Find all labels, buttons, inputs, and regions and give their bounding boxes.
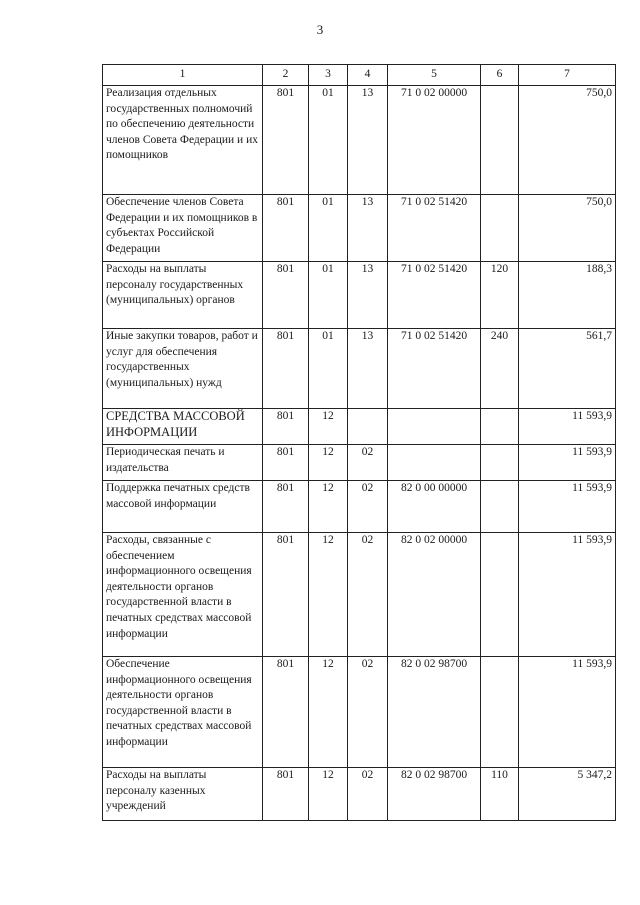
cell-vr (481, 657, 519, 768)
cell-csr (388, 409, 481, 445)
cell-name: Иные закупки товаров, работ и услуг для обеспечения государственных (муниципальных) нужд (103, 329, 263, 409)
cell-sum: 750,0 (519, 195, 616, 262)
cell-rz: 12 (309, 657, 348, 768)
cell-sum: 11 593,9 (519, 657, 616, 768)
cell-name: Расходы, связанные с обеспечением информационного освещения деятельности органов государственной власти в печатных средствах массовой информации (103, 533, 263, 657)
cell-ved: 801 (263, 262, 309, 329)
cell-csr: 71 0 02 51420 (388, 262, 481, 329)
cell-name: Расходы на выплаты персоналу казенных учреждений (103, 768, 263, 821)
cell-rz: 01 (309, 86, 348, 195)
cell-pr: 02 (348, 768, 388, 821)
cell-rz: 12 (309, 409, 348, 445)
table-row (103, 86, 616, 195)
cell-name: Обеспечение членов Совета Федерации и их помощников в субъектах Российской Федерации (103, 195, 263, 262)
cell-ved: 801 (263, 86, 309, 195)
table-row (103, 329, 616, 409)
cell-sum: 11 593,9 (519, 409, 616, 445)
cell-csr: 71 0 02 51420 (388, 329, 481, 409)
header-cell-csr: 5 (388, 65, 481, 86)
cell-pr: 02 (348, 445, 388, 481)
cell-rz: 12 (309, 768, 348, 821)
cell-vr: 110 (481, 768, 519, 821)
cell-vr (481, 409, 519, 445)
cell-ved: 801 (263, 481, 309, 533)
cell-ved: 801 (263, 768, 309, 821)
cell-pr: 02 (348, 533, 388, 657)
budget-table (102, 64, 616, 821)
cell-ved: 801 (263, 657, 309, 768)
table-row (103, 262, 616, 329)
table-row (103, 409, 616, 445)
cell-csr: 82 0 02 00000 (388, 533, 481, 657)
table-row (103, 445, 616, 481)
table-row (103, 195, 616, 262)
header-row (103, 65, 616, 86)
cell-rz: 12 (309, 533, 348, 657)
cell-name: Реализация отдельных государственных полномочий по обеспечению деятельности членов Совета Федерации и их помощников (103, 86, 263, 195)
cell-vr: 120 (481, 262, 519, 329)
cell-pr: 13 (348, 262, 388, 329)
cell-ved: 801 (263, 329, 309, 409)
cell-pr (348, 409, 388, 445)
cell-sum: 11 593,9 (519, 445, 616, 481)
cell-rz: 01 (309, 262, 348, 329)
cell-sum: 750,0 (519, 86, 616, 195)
header-cell-sum: 7 (519, 65, 616, 86)
cell-pr: 13 (348, 329, 388, 409)
cell-pr: 13 (348, 86, 388, 195)
cell-vr (481, 481, 519, 533)
cell-csr: 71 0 02 51420 (388, 195, 481, 262)
table-row (103, 768, 616, 821)
page-number: 3 (316, 22, 324, 37)
cell-csr: 82 0 00 00000 (388, 481, 481, 533)
cell-vr (481, 86, 519, 195)
cell-rz: 12 (309, 445, 348, 481)
cell-sum: 11 593,9 (519, 533, 616, 657)
cell-vr (481, 195, 519, 262)
cell-name: СРЕДСТВА МАССОВОЙ ИНФОРМАЦИИ (103, 409, 263, 445)
cell-csr (388, 445, 481, 481)
header-cell-rz: 3 (309, 65, 348, 86)
cell-ved: 801 (263, 195, 309, 262)
cell-ved: 801 (263, 533, 309, 657)
cell-csr: 71 0 02 00000 (388, 86, 481, 195)
cell-pr: 02 (348, 481, 388, 533)
cell-rz: 01 (309, 329, 348, 409)
cell-name: Расходы на выплаты персоналу государственных (муниципальных) органов (103, 262, 263, 329)
cell-csr: 82 0 02 98700 (388, 768, 481, 821)
cell-name: Периодическая печать и издательства (103, 445, 263, 481)
cell-sum: 11 593,9 (519, 481, 616, 533)
cell-sum: 188,3 (519, 262, 616, 329)
cell-vr: 240 (481, 329, 519, 409)
header-cell-pr: 4 (348, 65, 388, 86)
cell-vr (481, 533, 519, 657)
cell-name: Обеспечение информационного освещения деятельности органов государственной власти в печатных средствах массовой информации (103, 657, 263, 768)
cell-ved: 801 (263, 445, 309, 481)
cell-rz: 01 (309, 195, 348, 262)
cell-vr (481, 445, 519, 481)
table-row (103, 533, 616, 657)
cell-sum: 561,7 (519, 329, 616, 409)
table-row (103, 657, 616, 768)
header-cell-vr: 6 (481, 65, 519, 86)
header-cell-name: 1 (103, 65, 263, 86)
cell-sum: 5 347,2 (519, 768, 616, 821)
cell-pr: 13 (348, 195, 388, 262)
table-row (103, 481, 616, 533)
cell-name: Поддержка печатных средств массовой информации (103, 481, 263, 533)
cell-pr: 02 (348, 657, 388, 768)
header-cell-ved: 2 (263, 65, 309, 86)
cell-csr: 82 0 02 98700 (388, 657, 481, 768)
cell-ved: 801 (263, 409, 309, 445)
cell-rz: 12 (309, 481, 348, 533)
